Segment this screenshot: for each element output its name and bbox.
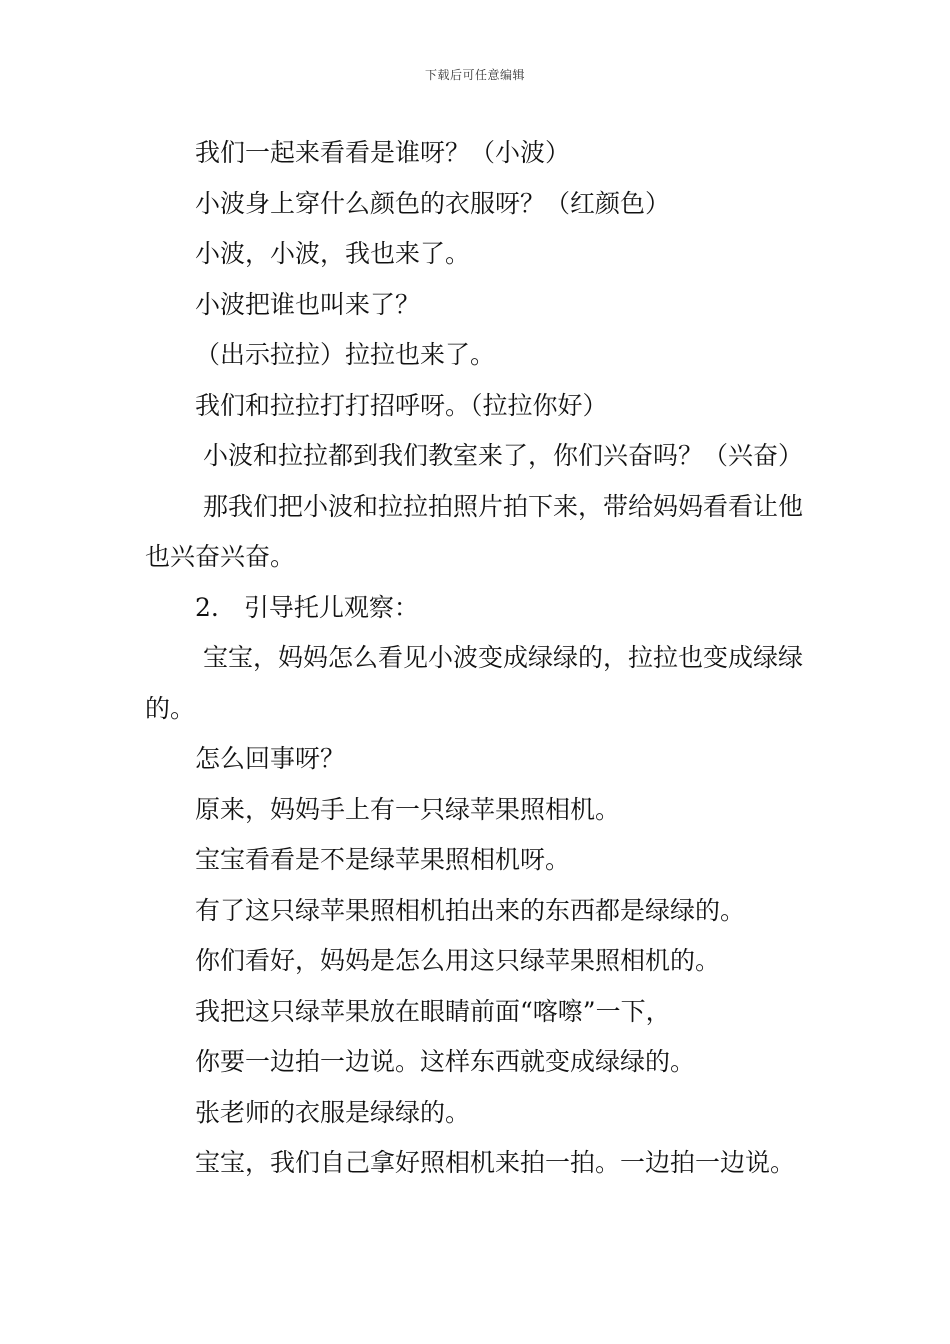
paragraph: 张老师的衣服是绿绿的。 xyxy=(195,1097,471,1127)
paragraph: 宝宝看看是不是绿苹果照相机呀。 xyxy=(195,845,571,874)
paragraph: 我把这只绿苹果放在眼睛前面“喀嚓”一下， xyxy=(195,996,671,1026)
paragraph: 小波和拉拉都到我们教室来了，你们兴奋吗？（兴奋） xyxy=(203,441,804,470)
paragraph: 宝宝，妈妈怎么看见小波变成绿绿的，拉拉也变成绿绿的。 xyxy=(145,643,804,723)
paragraph: 小波身上穿什么颜色的衣服呀？（红颜色） xyxy=(195,188,671,218)
paragraph: 宝宝，我们自己拿好照相机来拍一拍。一边拍一边说。 xyxy=(195,1148,796,1177)
paragraph: 那我们把小波和拉拉拍照片拍下来，带给妈妈看看让他也兴奋兴奋。 xyxy=(145,491,804,571)
paragraph: 我们一起来看看是谁呀？（小波） xyxy=(195,138,571,167)
paragraph: 原来，妈妈手上有一只绿苹果照相机。 xyxy=(195,794,621,824)
page-header: 下载后可任意编辑 xyxy=(424,68,525,82)
document-body xyxy=(145,128,810,1189)
paragraph: 我们和拉拉打打招呼呀。（拉拉你好） xyxy=(195,390,608,420)
paragraph: 有了这只绿苹果照相机拍出来的东西都是绿绿的。 xyxy=(195,895,746,925)
paragraph: （出示拉拉）拉拉也来了。 xyxy=(195,340,496,369)
paragraph: 你们看好，妈妈是怎么用这只绿苹果照相机的。 xyxy=(195,946,721,975)
paragraph: 小波，小波，我也来了。 xyxy=(195,239,471,268)
paragraph: 你要一边拍一边说。这样东西就变成绿绿的。 xyxy=(195,1047,696,1076)
paragraph: 小波把谁也叫来了？ xyxy=(195,289,421,319)
paragraph: 怎么回事呀？ xyxy=(195,744,346,773)
paragraph: 2. 引导托儿观察： xyxy=(195,592,419,622)
